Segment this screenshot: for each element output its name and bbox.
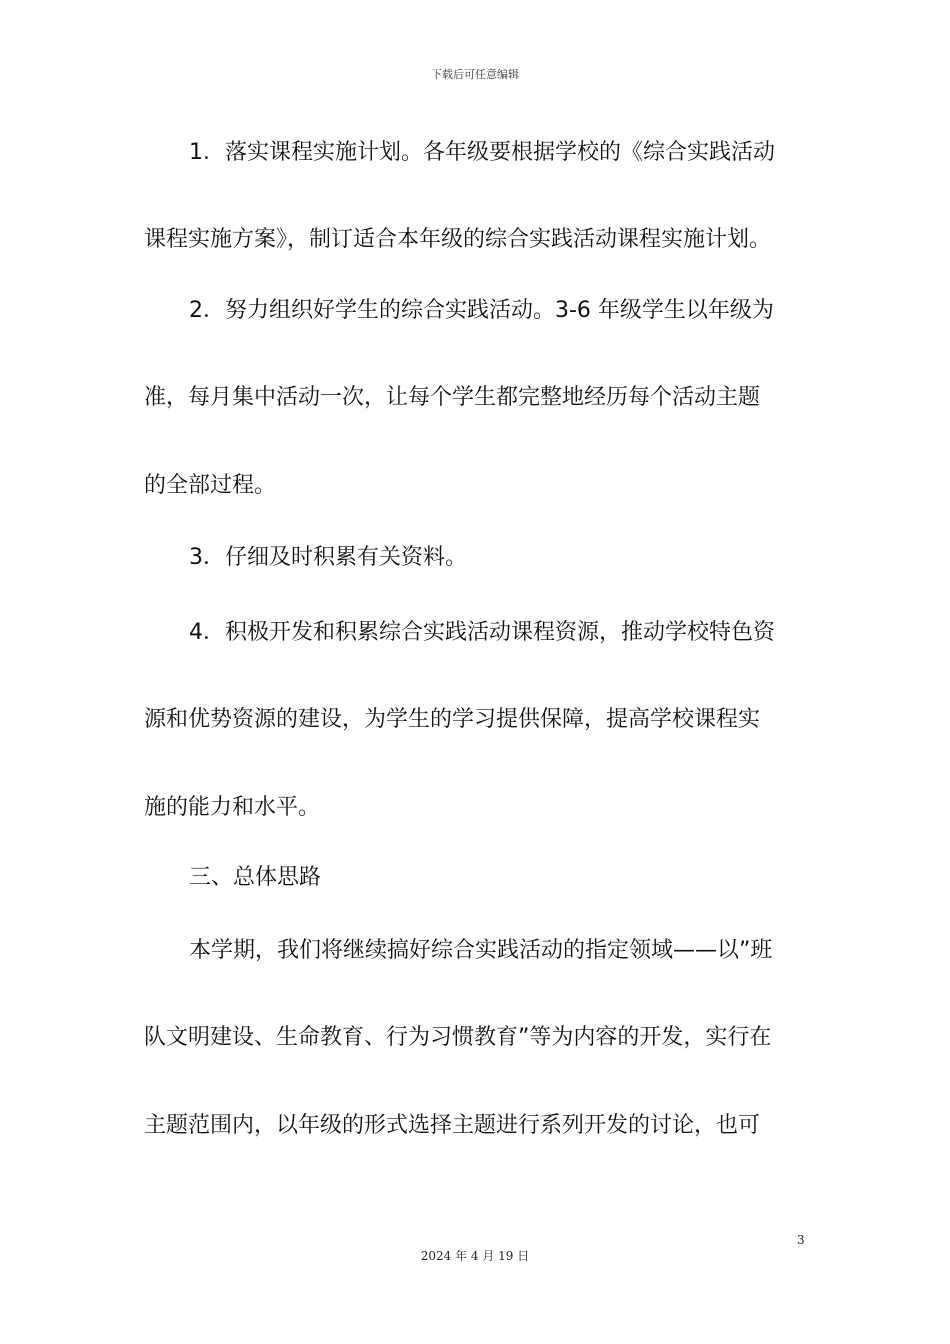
paragraph-line: 1．落实课程实施计划。各年级要根据学校的《综合实践活动	[189, 140, 775, 165]
paragraph-line: 源和优势资源的建设，为学生的学习提供保障，提高学校课程实	[144, 707, 761, 732]
paragraph-line: 的全部过程。	[144, 473, 277, 498]
paragraph-line: 施的能力和水平。	[144, 795, 321, 820]
paragraph-line: 4．积极开发和积累综合实践活动课程资源，推动学校特色资	[189, 620, 775, 645]
page-number: 3	[797, 1233, 805, 1247]
header-note: 下载后可任意编辑	[431, 68, 519, 81]
paragraph-line: 准，每月集中活动一次，让每个学生都完整地经历每个活动主题	[144, 385, 761, 410]
paragraph-line: 主题范围内，以年级的形式选择主题进行系列开发的讨论，也可	[144, 1113, 761, 1138]
paragraph-line: 本学期，我们将继续搞好综合实践活动的指定领域——以”班	[189, 938, 773, 963]
footer-date: 2024 年 4 月 19 日	[420, 1249, 530, 1263]
paragraph-line: 队文明建设、生命教育、行为习惯教育”等为内容的开发，实行在	[144, 1025, 772, 1050]
paragraph-line: 课程实施方案》，制订适合本年级的综合实践活动课程实施计划。	[144, 227, 772, 252]
paragraph-line: 2．努力组织好学生的综合实践活动。3-6 年级学生以年级为	[189, 298, 774, 323]
paragraph-line: 3．仔细及时积累有关资料。	[189, 545, 467, 570]
section-heading: 三、总体思路	[189, 865, 322, 890]
